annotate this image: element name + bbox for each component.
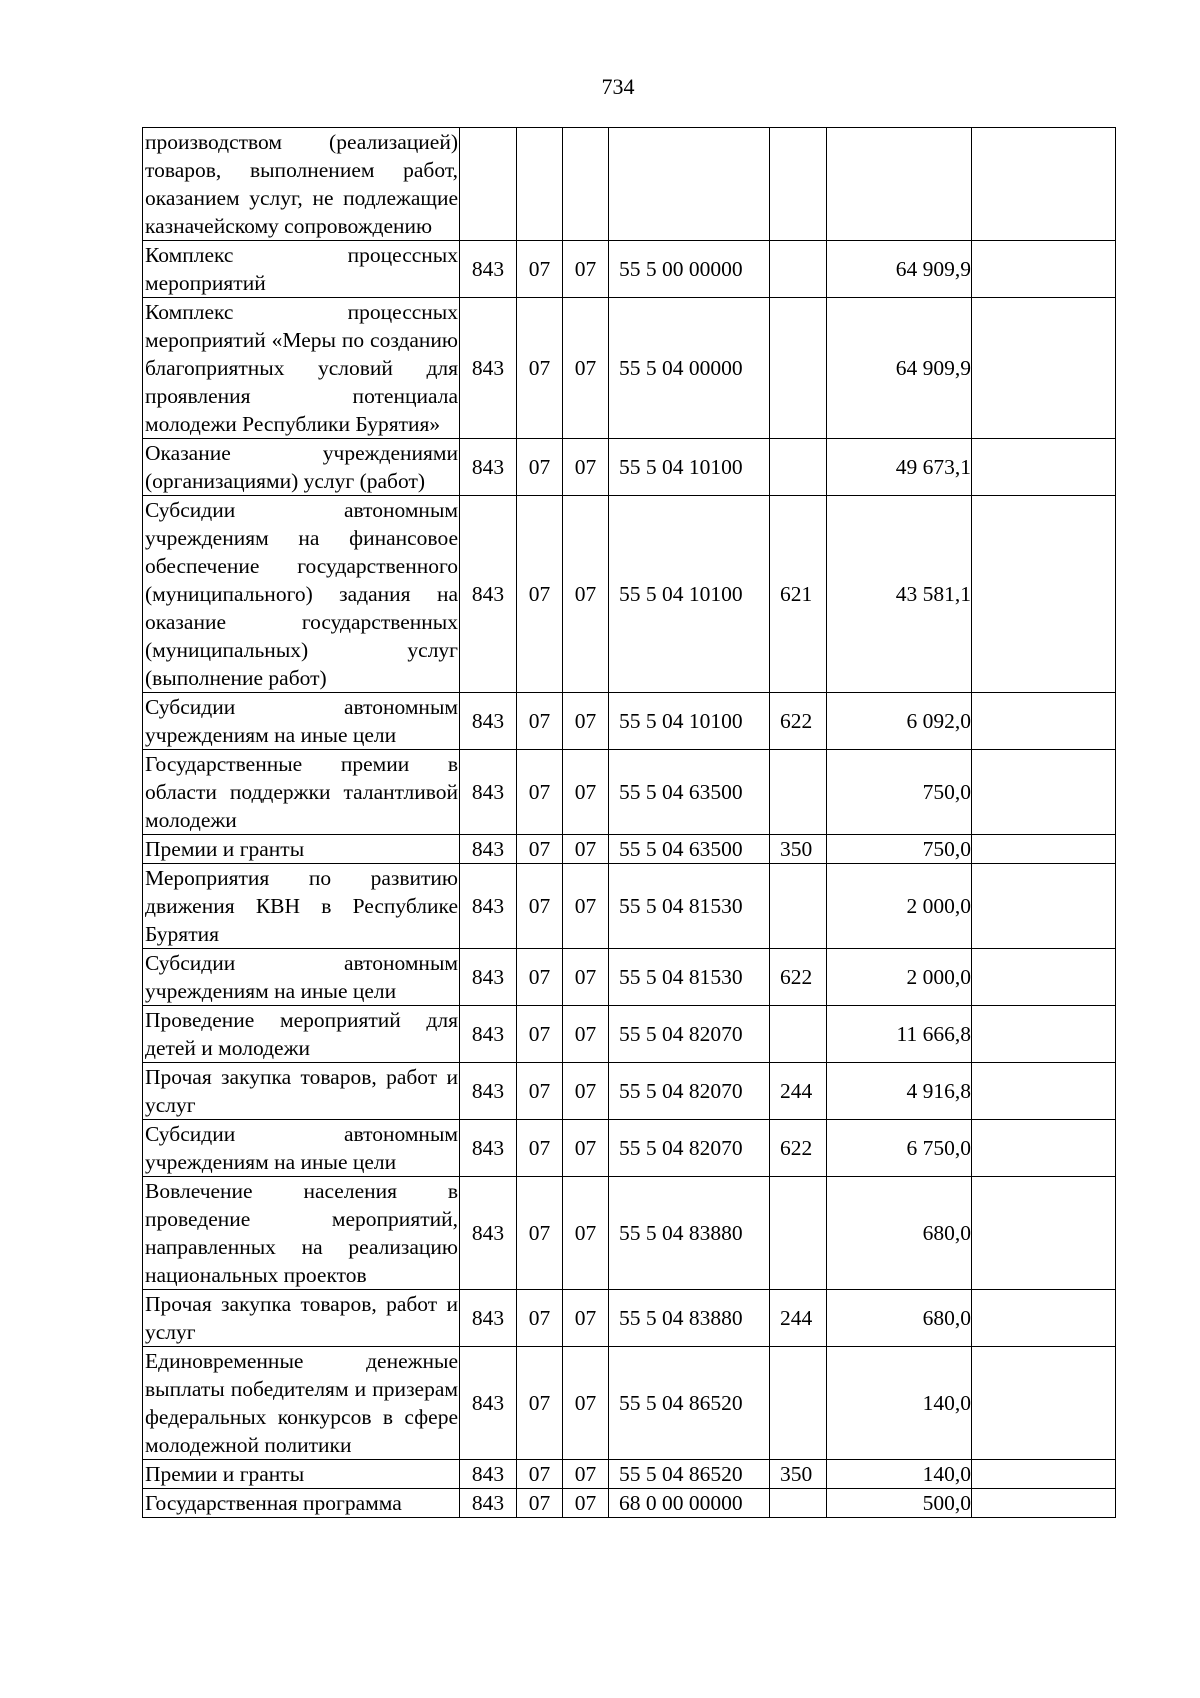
table-row bbox=[143, 1460, 1116, 1489]
row-name-cell: Субсидии автономным учреждениям на финансовое обеспечение государственного (муниципального) задания на оказание государственных (муниципальных) услуг (выполнение работ) bbox=[143, 496, 460, 693]
row-sum-cell: 680,0 bbox=[827, 1290, 972, 1347]
table-row bbox=[143, 864, 1116, 949]
row-rz-cell: 07 bbox=[517, 1489, 563, 1518]
row-vr-cell bbox=[770, 1006, 827, 1063]
table-row bbox=[143, 241, 1116, 298]
row-extra-cell bbox=[972, 693, 1116, 750]
row-pr-cell: 07 bbox=[563, 693, 609, 750]
row-csr-cell: 55 5 04 82070 bbox=[609, 1120, 770, 1177]
row-rz-cell: 07 bbox=[517, 496, 563, 693]
row-csr-cell: 55 5 04 63500 bbox=[609, 750, 770, 835]
row-pr-cell: 07 bbox=[563, 750, 609, 835]
row-vr-cell: 622 bbox=[770, 693, 827, 750]
row-csr-cell: 55 5 04 63500 bbox=[609, 835, 770, 864]
row-sum-cell: 49 673,1 bbox=[827, 439, 972, 496]
row-gr-cell bbox=[460, 128, 517, 241]
row-csr-cell: 55 5 04 81530 bbox=[609, 949, 770, 1006]
table-row bbox=[143, 439, 1116, 496]
table-row bbox=[143, 693, 1116, 750]
row-gr-cell: 843 bbox=[460, 241, 517, 298]
row-gr-cell: 843 bbox=[460, 1063, 517, 1120]
row-extra-cell bbox=[972, 241, 1116, 298]
row-vr-cell bbox=[770, 298, 827, 439]
row-pr-cell: 07 bbox=[563, 949, 609, 1006]
row-extra-cell bbox=[972, 1120, 1116, 1177]
row-pr-cell: 07 bbox=[563, 1063, 609, 1120]
row-csr-cell: 55 5 04 10100 bbox=[609, 439, 770, 496]
row-gr-cell: 843 bbox=[460, 1290, 517, 1347]
row-vr-cell bbox=[770, 750, 827, 835]
row-vr-cell bbox=[770, 128, 827, 241]
table-row bbox=[143, 1290, 1116, 1347]
row-extra-cell bbox=[972, 750, 1116, 835]
row-csr-cell: 55 5 00 00000 bbox=[609, 241, 770, 298]
row-csr-cell: 55 5 04 83880 bbox=[609, 1290, 770, 1347]
row-csr-cell: 55 5 04 10100 bbox=[609, 496, 770, 693]
table-row bbox=[143, 1006, 1116, 1063]
row-name-cell: Премии и гранты bbox=[143, 835, 460, 864]
row-gr-cell: 843 bbox=[460, 1460, 517, 1489]
row-name-cell: Прочая закупка товаров, работ и услуг bbox=[143, 1063, 460, 1120]
row-pr-cell: 07 bbox=[563, 1006, 609, 1063]
row-extra-cell bbox=[972, 1489, 1116, 1518]
budget-table bbox=[142, 127, 1116, 1518]
row-pr-cell: 07 bbox=[563, 298, 609, 439]
row-rz-cell: 07 bbox=[517, 750, 563, 835]
row-vr-cell: 621 bbox=[770, 496, 827, 693]
row-vr-cell bbox=[770, 241, 827, 298]
row-pr-cell: 07 bbox=[563, 864, 609, 949]
row-pr-cell: 07 bbox=[563, 835, 609, 864]
row-name-cell: Субсидии автономным учреждениям на иные цели bbox=[143, 949, 460, 1006]
row-pr-cell: 07 bbox=[563, 1489, 609, 1518]
row-gr-cell: 843 bbox=[460, 298, 517, 439]
row-extra-cell bbox=[972, 1347, 1116, 1460]
row-rz-cell: 07 bbox=[517, 1460, 563, 1489]
row-extra-cell bbox=[972, 1063, 1116, 1120]
row-rz-cell: 07 bbox=[517, 949, 563, 1006]
table-row bbox=[143, 750, 1116, 835]
row-name-cell: Вовлечение населения в проведение мероприятий, направленных на реализацию национальных проектов bbox=[143, 1177, 460, 1290]
row-extra-cell bbox=[972, 128, 1116, 241]
row-gr-cell: 843 bbox=[460, 496, 517, 693]
row-gr-cell: 843 bbox=[460, 439, 517, 496]
row-name-cell: Государственные премии в области поддержки талантливой молодежи bbox=[143, 750, 460, 835]
row-extra-cell bbox=[972, 1006, 1116, 1063]
row-name-cell: Прочая закупка товаров, работ и услуг bbox=[143, 1290, 460, 1347]
row-sum-cell: 2 000,0 bbox=[827, 949, 972, 1006]
row-name-cell: Комплекс процессных мероприятий bbox=[143, 241, 460, 298]
row-csr-cell: 55 5 04 10100 bbox=[609, 693, 770, 750]
row-name-cell: Премии и гранты bbox=[143, 1460, 460, 1489]
row-name-cell: Единовременные денежные выплаты победителям и призерам федеральных конкурсов в сфере молодежной политики bbox=[143, 1347, 460, 1460]
row-csr-cell bbox=[609, 128, 770, 241]
row-gr-cell: 843 bbox=[460, 1347, 517, 1460]
row-csr-cell: 55 5 04 86520 bbox=[609, 1347, 770, 1460]
row-name-cell: Субсидии автономным учреждениям на иные цели bbox=[143, 693, 460, 750]
row-name-cell: Проведение мероприятий для детей и молодежи bbox=[143, 1006, 460, 1063]
row-csr-cell: 55 5 04 83880 bbox=[609, 1177, 770, 1290]
row-rz-cell bbox=[517, 128, 563, 241]
row-gr-cell: 843 bbox=[460, 1120, 517, 1177]
row-pr-cell: 07 bbox=[563, 1120, 609, 1177]
row-vr-cell: 622 bbox=[770, 949, 827, 1006]
row-sum-cell: 43 581,1 bbox=[827, 496, 972, 693]
row-vr-cell: 350 bbox=[770, 835, 827, 864]
row-sum-cell: 4 916,8 bbox=[827, 1063, 972, 1120]
row-gr-cell: 843 bbox=[460, 693, 517, 750]
row-sum-cell: 750,0 bbox=[827, 835, 972, 864]
table-row bbox=[143, 949, 1116, 1006]
row-sum-cell: 2 000,0 bbox=[827, 864, 972, 949]
row-pr-cell: 07 bbox=[563, 496, 609, 693]
row-sum-cell: 500,0 bbox=[827, 1489, 972, 1518]
table-row bbox=[143, 298, 1116, 439]
row-rz-cell: 07 bbox=[517, 693, 563, 750]
row-sum-cell bbox=[827, 128, 972, 241]
row-pr-cell: 07 bbox=[563, 439, 609, 496]
row-extra-cell bbox=[972, 864, 1116, 949]
row-pr-cell: 07 bbox=[563, 1347, 609, 1460]
row-extra-cell bbox=[972, 835, 1116, 864]
row-gr-cell: 843 bbox=[460, 949, 517, 1006]
row-sum-cell: 6 750,0 bbox=[827, 1120, 972, 1177]
table-row bbox=[143, 1489, 1116, 1518]
row-rz-cell: 07 bbox=[517, 298, 563, 439]
page-number: 734 bbox=[601, 74, 635, 99]
row-csr-cell: 55 5 04 81530 bbox=[609, 864, 770, 949]
row-vr-cell bbox=[770, 1177, 827, 1290]
row-vr-cell: 244 bbox=[770, 1290, 827, 1347]
row-name-cell: Государственная программа bbox=[143, 1489, 460, 1518]
row-extra-cell bbox=[972, 1290, 1116, 1347]
table-row bbox=[143, 496, 1116, 693]
table-row bbox=[143, 1347, 1116, 1460]
row-rz-cell: 07 bbox=[517, 1063, 563, 1120]
row-sum-cell: 140,0 bbox=[827, 1460, 972, 1489]
row-rz-cell: 07 bbox=[517, 1006, 563, 1063]
row-rz-cell: 07 bbox=[517, 835, 563, 864]
row-vr-cell: 350 bbox=[770, 1460, 827, 1489]
row-gr-cell: 843 bbox=[460, 1177, 517, 1290]
row-sum-cell: 140,0 bbox=[827, 1347, 972, 1460]
row-gr-cell: 843 bbox=[460, 1006, 517, 1063]
row-vr-cell: 244 bbox=[770, 1063, 827, 1120]
row-gr-cell: 843 bbox=[460, 864, 517, 949]
row-name-cell: Комплекс процессных мероприятий «Меры по созданию благоприятных условий для проявления потенциала молодежи Республики Бурятия» bbox=[143, 298, 460, 439]
row-extra-cell bbox=[972, 298, 1116, 439]
row-vr-cell: 622 bbox=[770, 1120, 827, 1177]
row-sum-cell: 64 909,9 bbox=[827, 298, 972, 439]
table-row bbox=[143, 835, 1116, 864]
table-row bbox=[143, 128, 1116, 241]
row-name-cell: Оказание учреждениями (организациями) услуг (работ) bbox=[143, 439, 460, 496]
row-vr-cell bbox=[770, 439, 827, 496]
row-extra-cell bbox=[972, 1177, 1116, 1290]
row-gr-cell: 843 bbox=[460, 835, 517, 864]
row-name-cell: Субсидии автономным учреждениям на иные цели bbox=[143, 1120, 460, 1177]
row-sum-cell: 6 092,0 bbox=[827, 693, 972, 750]
row-pr-cell: 07 bbox=[563, 241, 609, 298]
row-vr-cell bbox=[770, 1489, 827, 1518]
row-rz-cell: 07 bbox=[517, 1290, 563, 1347]
row-gr-cell: 843 bbox=[460, 750, 517, 835]
row-sum-cell: 64 909,9 bbox=[827, 241, 972, 298]
row-pr-cell: 07 bbox=[563, 1460, 609, 1489]
table-row bbox=[143, 1177, 1116, 1290]
row-vr-cell bbox=[770, 1347, 827, 1460]
row-rz-cell: 07 bbox=[517, 1120, 563, 1177]
table-row bbox=[143, 1063, 1116, 1120]
row-name-cell: Мероприятия по развитию движения КВН в Республике Бурятия bbox=[143, 864, 460, 949]
row-extra-cell bbox=[972, 1460, 1116, 1489]
row-rz-cell: 07 bbox=[517, 241, 563, 298]
row-csr-cell: 55 5 04 82070 bbox=[609, 1063, 770, 1120]
row-rz-cell: 07 bbox=[517, 439, 563, 496]
row-vr-cell bbox=[770, 864, 827, 949]
row-sum-cell: 680,0 bbox=[827, 1177, 972, 1290]
row-gr-cell: 843 bbox=[460, 1489, 517, 1518]
row-csr-cell: 68 0 00 00000 bbox=[609, 1489, 770, 1518]
row-pr-cell bbox=[563, 128, 609, 241]
row-rz-cell: 07 bbox=[517, 864, 563, 949]
row-extra-cell bbox=[972, 439, 1116, 496]
row-name-cell: производством (реализацией) товаров, выполнением работ, оказанием услуг, не подлежащие казначейскому сопровождению bbox=[143, 128, 460, 241]
row-extra-cell bbox=[972, 496, 1116, 693]
row-pr-cell: 07 bbox=[563, 1177, 609, 1290]
row-extra-cell bbox=[972, 949, 1116, 1006]
row-rz-cell: 07 bbox=[517, 1347, 563, 1460]
row-csr-cell: 55 5 04 82070 bbox=[609, 1006, 770, 1063]
row-csr-cell: 55 5 04 86520 bbox=[609, 1460, 770, 1489]
row-rz-cell: 07 bbox=[517, 1177, 563, 1290]
table-row bbox=[143, 1120, 1116, 1177]
row-sum-cell: 11 666,8 bbox=[827, 1006, 972, 1063]
row-sum-cell: 750,0 bbox=[827, 750, 972, 835]
row-csr-cell: 55 5 04 00000 bbox=[609, 298, 770, 439]
row-pr-cell: 07 bbox=[563, 1290, 609, 1347]
